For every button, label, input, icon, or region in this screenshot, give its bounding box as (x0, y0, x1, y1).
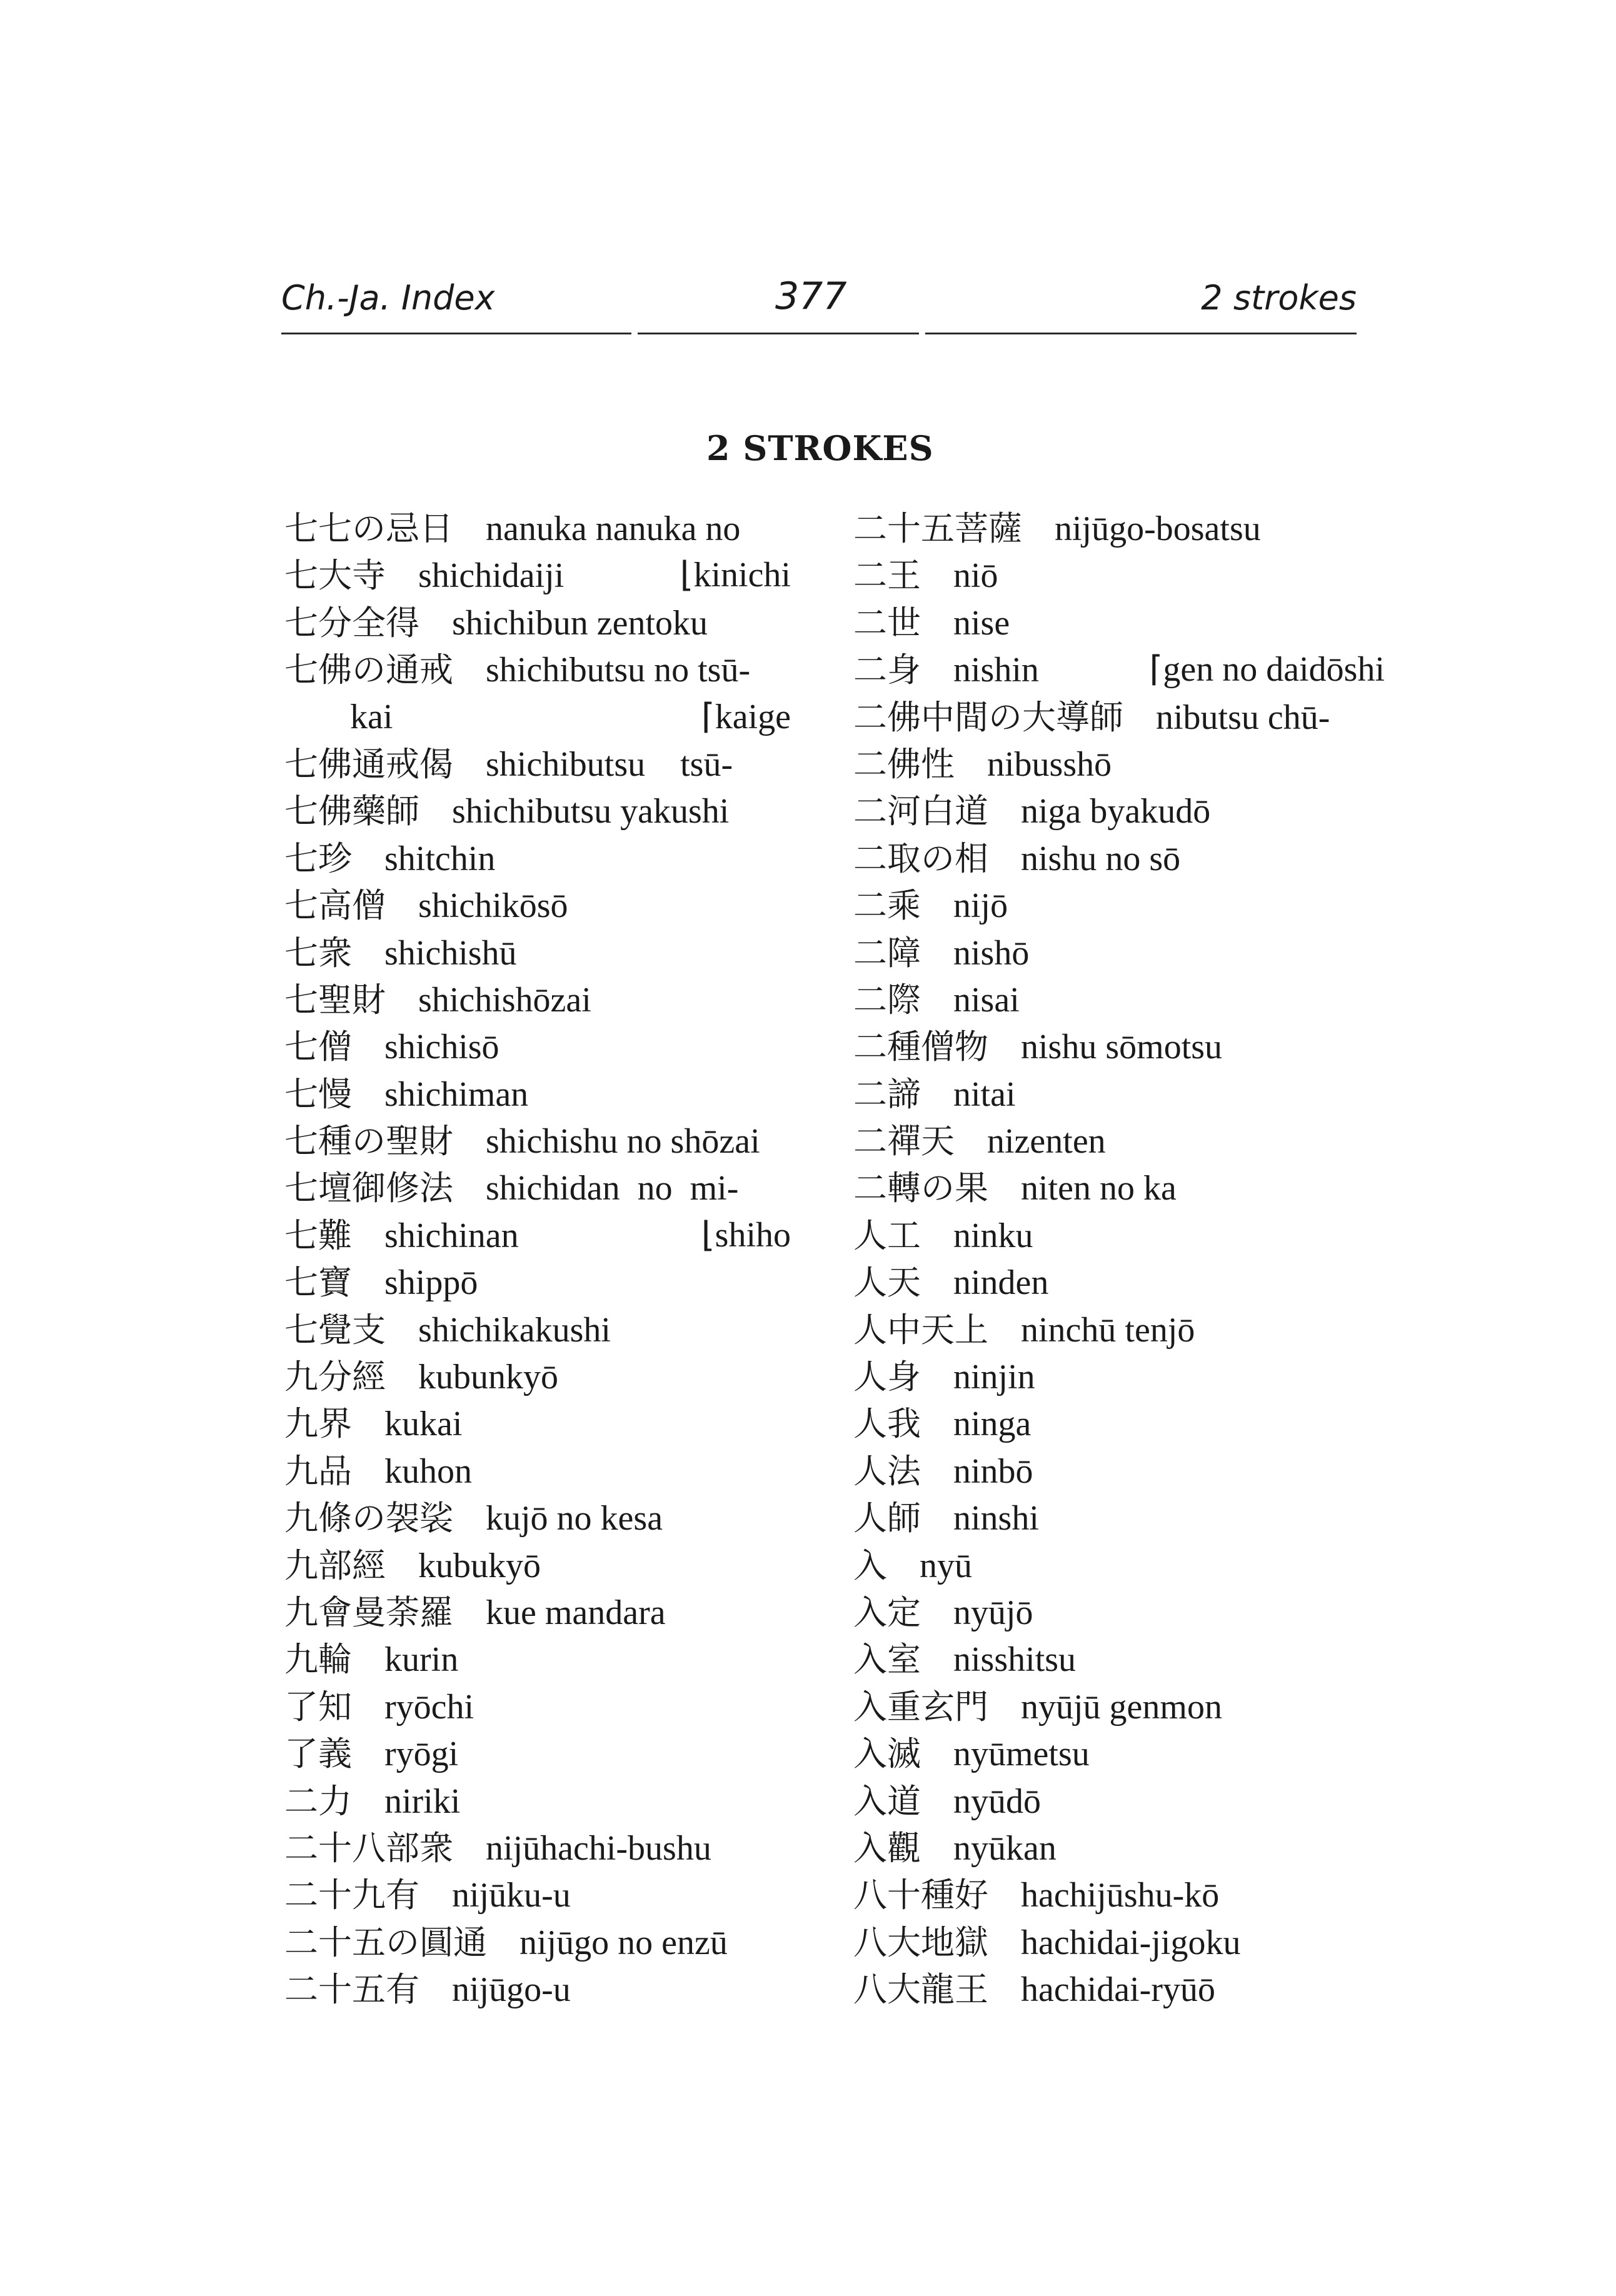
continuation-note: ⌈kaige (701, 697, 791, 736)
entry-kanji: 九輪 (284, 1640, 352, 1680)
entry-kanji: 二際 (853, 980, 921, 1020)
entry-kanji: 入滅 (853, 1734, 921, 1774)
entry-romanization: nishō (953, 933, 1030, 973)
entry-romanization: kubukyō (418, 1546, 541, 1585)
index-entry (284, 694, 797, 741)
entry-romanization: shichisō (384, 1028, 499, 1067)
index-entry (853, 1259, 1366, 1306)
continuation-note: ⌊shiho (701, 1215, 791, 1255)
entry-kanji: 二身 (853, 650, 921, 690)
entry-romanization: kujō no kesa (486, 1499, 663, 1538)
entry-romanization: shichishu no shōzai (486, 1122, 760, 1161)
entry-romanization: nishu no sō (1021, 839, 1181, 878)
index-entry (284, 882, 797, 929)
entry-kanji: 七佛通戒偈 (284, 744, 453, 784)
entry-romanization: ninga (953, 1405, 1031, 1444)
entry-romanization: nijūgo-bosatsu (1055, 509, 1261, 548)
entry-kanji: 二取の相 (853, 838, 988, 878)
section-title: 2 STROKES (706, 428, 934, 468)
entry-romanization: shichibun zentoku (452, 603, 708, 643)
entry-romanization: kubunkyō (418, 1358, 558, 1397)
index-entry (853, 1306, 1366, 1353)
index-entry (853, 1636, 1366, 1683)
index-entry (284, 1306, 797, 1353)
entry-romanization: nyūkan (953, 1828, 1056, 1868)
entry-romanization: nijūgo no enzū (519, 1923, 728, 1962)
entry-kanji: 二障 (853, 933, 921, 973)
entry-kanji: 二十八部衆 (284, 1828, 453, 1868)
entry-romanization: shichibutsu yakushi (452, 792, 730, 831)
running-head-left: Ch.-Ja. Index (281, 278, 495, 318)
entry-kanji: 入 (853, 1545, 887, 1585)
entry-romanization: nyūmetsu (953, 1735, 1090, 1774)
entry-romanization: ryōchi (384, 1687, 474, 1727)
entry-romanization: nyūdō (953, 1782, 1041, 1821)
entry-romanization: shichibutsu tsū- (486, 744, 733, 784)
entry-romanization: nisai (953, 980, 1020, 1020)
entry-romanization: kuhon (384, 1451, 472, 1491)
index-entry (284, 1589, 797, 1636)
entry-kanji: 了義 (284, 1734, 352, 1774)
entry-kanji: 人天 (853, 1263, 921, 1303)
index-entry (853, 882, 1366, 929)
continuation-note: ⌈gen no daidōshi (1149, 650, 1385, 689)
entry-kanji: 二十五菩薩 (853, 509, 1022, 548)
entry-kanji: 九分經 (284, 1357, 386, 1397)
index-entry (853, 505, 1366, 552)
index-column-right (853, 505, 1385, 2013)
entry-romanization: nibutsu chū- (1156, 698, 1330, 737)
entry-romanization: nisshitsu (953, 1640, 1076, 1680)
entry-romanization: nise (953, 603, 1010, 643)
index-entry (853, 1400, 1366, 1447)
entry-kanji: 二種僧物 (853, 1027, 988, 1067)
index-entry (853, 1212, 1366, 1259)
index-entry (284, 1966, 797, 2013)
index-entry (853, 1071, 1366, 1118)
index-entry (853, 1872, 1366, 1918)
entry-kanji: 人身 (853, 1357, 921, 1397)
entry-romanization: shichidaiji (418, 556, 565, 596)
entry-romanization: niten no ka (1021, 1169, 1177, 1208)
entry-kanji: 二禪天 (853, 1121, 955, 1161)
index-entry (853, 1919, 1366, 1966)
entry-kanji: 九界 (284, 1404, 352, 1444)
entry-romanization: kai (350, 697, 393, 736)
index-entry (853, 1825, 1366, 1872)
index-entry (284, 599, 797, 646)
page-number: 377 (775, 274, 847, 318)
entry-kanji: 七種の聖財 (284, 1121, 453, 1161)
index-entry (853, 976, 1366, 1023)
index-entry (284, 1919, 797, 1966)
entry-romanization: nishu sōmotsu (1021, 1028, 1223, 1067)
entry-kanji: 二佛性 (853, 744, 955, 784)
entry-kanji: 七珍 (284, 838, 352, 878)
entry-kanji: 七僧 (284, 1027, 352, 1067)
entry-romanization: ninchū tenjō (1021, 1310, 1195, 1350)
index-entry (853, 788, 1366, 835)
entry-kanji: 二力 (284, 1781, 352, 1821)
entry-kanji: 二乘 (853, 886, 921, 926)
entry-kanji: 七寶 (284, 1263, 352, 1303)
index-entry (284, 1353, 797, 1400)
entry-romanization: shichibutsu no tsū- (486, 651, 751, 690)
entry-kanji: 七壇御修法 (284, 1168, 453, 1208)
entry-kanji: 七佛藥師 (284, 791, 419, 831)
entry-romanization: niriki (384, 1782, 461, 1821)
entry-romanization: niō (953, 556, 998, 596)
entry-kanji: 九會曼荼羅 (284, 1592, 453, 1632)
entry-romanization: hachidai-ryūō (1021, 1970, 1215, 2010)
index-entry (853, 1966, 1366, 2013)
entry-kanji: 九部經 (284, 1545, 386, 1585)
entry-romanization: ninku (953, 1216, 1033, 1255)
entry-kanji: 入重玄門 (853, 1687, 988, 1727)
index-entry (284, 788, 797, 835)
index-entry (853, 1353, 1366, 1400)
index-entry (853, 599, 1366, 646)
index-entry (284, 1872, 797, 1918)
index-entry (853, 646, 1385, 693)
entry-romanization: nitai (953, 1075, 1016, 1114)
entry-kanji: 二十五有 (284, 1970, 419, 2010)
page-header (281, 274, 1357, 341)
entry-kanji: 七聖財 (284, 980, 386, 1020)
entry-romanization: shichikōsō (418, 886, 568, 926)
entry-kanji: 七佛の通戒 (284, 650, 453, 690)
index-entry (853, 930, 1366, 976)
entry-romanization: ryōgi (384, 1735, 459, 1774)
entry-kanji: 八大龍王 (853, 1970, 988, 2010)
index-entry (853, 1495, 1366, 1542)
entry-kanji: 九條の袈裟 (284, 1498, 453, 1538)
entry-romanization: ninden (953, 1263, 1049, 1303)
entry-romanization: ninjin (953, 1358, 1035, 1397)
entry-romanization: hachijūshu-kō (1021, 1876, 1220, 1915)
index-entry (284, 1730, 797, 1777)
index-entry (284, 1071, 797, 1118)
entry-romanization: shitchin (384, 839, 496, 878)
header-rule (925, 333, 1357, 334)
index-entry (853, 1448, 1366, 1495)
index-entry (284, 552, 797, 599)
index-entry (853, 1683, 1366, 1730)
entry-romanization: nijūku-u (452, 1876, 571, 1915)
entry-kanji: 入觀 (853, 1828, 921, 1868)
entry-kanji: 七慢 (284, 1074, 352, 1114)
entry-romanization: nizenten (987, 1122, 1106, 1161)
entry-kanji: 七分全得 (284, 603, 419, 643)
entry-kanji: 七七の忌日 (284, 509, 453, 548)
entry-kanji: 人中天上 (853, 1310, 988, 1350)
index-entry (853, 741, 1366, 788)
entry-romanization: nishin (953, 651, 1039, 690)
index-entry (284, 1495, 797, 1542)
entry-kanji: 二佛中間の大導師 (853, 697, 1123, 737)
index-entry (853, 835, 1366, 882)
index-entry (284, 1259, 797, 1306)
index-entry (284, 646, 797, 693)
index-entry (853, 1778, 1366, 1825)
entry-kanji: 七覺支 (284, 1310, 386, 1350)
index-entry (284, 1448, 797, 1495)
index-entry (853, 1023, 1366, 1070)
entry-romanization: kue mandara (486, 1593, 666, 1632)
entry-kanji: 二十五の圓通 (284, 1922, 487, 1962)
entry-kanji: 人師 (853, 1498, 921, 1538)
entry-romanization: shichiman (384, 1075, 529, 1114)
entry-romanization: nanuka nanuka no (486, 509, 741, 548)
entry-kanji: 七衆 (284, 933, 352, 973)
index-entry (284, 1023, 797, 1070)
index-entry (853, 1165, 1366, 1211)
entry-romanization: ninbō (953, 1451, 1033, 1491)
entry-kanji: 二河白道 (853, 791, 988, 831)
entry-romanization: kurin (384, 1640, 459, 1680)
entry-kanji: 入室 (853, 1640, 921, 1680)
entry-kanji: 了知 (284, 1687, 352, 1727)
entry-romanization: nyūjū genmon (1021, 1687, 1222, 1727)
entry-kanji: 人工 (853, 1215, 921, 1255)
entry-kanji: 二轉の果 (853, 1168, 988, 1208)
entry-romanization: nijūhachi-bushu (486, 1828, 711, 1868)
index-entry (853, 1118, 1366, 1165)
entry-romanization: shichishū (384, 933, 517, 973)
entry-kanji: 七高僧 (284, 886, 386, 926)
index-entry (284, 1118, 797, 1165)
index-entry (284, 1400, 797, 1447)
index-column-left (284, 505, 797, 2013)
entry-romanization: niga byakudō (1021, 792, 1211, 831)
entry-kanji: 入道 (853, 1781, 921, 1821)
entry-kanji: 二十九有 (284, 1875, 419, 1915)
entry-romanization: shichidan no mi- (486, 1169, 739, 1208)
entry-kanji: 八十種好 (853, 1875, 988, 1915)
entry-kanji: 九品 (284, 1451, 352, 1491)
index-entry (853, 1589, 1366, 1636)
index-entry (284, 976, 797, 1023)
entry-romanization: nyūjō (953, 1593, 1033, 1632)
header-rule (281, 333, 631, 334)
entry-romanization: hachidai-jigoku (1021, 1923, 1241, 1962)
entry-kanji: 八大地獄 (853, 1922, 988, 1962)
header-rule (638, 333, 919, 334)
index-entry (284, 1636, 797, 1683)
entry-romanization: kukai (384, 1405, 463, 1444)
entry-kanji: 二世 (853, 603, 921, 643)
index-entry (284, 1165, 797, 1211)
entry-kanji: 人我 (853, 1404, 921, 1444)
index-entry (284, 1683, 797, 1730)
index-entry (853, 1542, 1366, 1589)
entry-romanization: shichishōzai (418, 980, 591, 1020)
index-entry (853, 694, 1366, 741)
continuation-note: ⌊kinichi (680, 556, 791, 595)
entry-romanization: shichikakushi (418, 1310, 611, 1350)
index-entry (284, 930, 797, 976)
index-entry (284, 1212, 797, 1259)
entry-kanji: 人法 (853, 1451, 921, 1491)
entry-romanization: nibusshō (987, 744, 1112, 784)
entry-kanji: 二王 (853, 556, 921, 596)
index-entry (284, 835, 797, 882)
index-entry (284, 1825, 797, 1872)
index-entry (284, 1778, 797, 1825)
index-entry (853, 1730, 1366, 1777)
entry-kanji: 入定 (853, 1592, 921, 1632)
entry-romanization: shippō (384, 1263, 478, 1303)
entry-romanization: nijūgo-u (452, 1970, 571, 2010)
entry-kanji: 七大寺 (284, 556, 386, 596)
running-head-right: 2 strokes (1201, 278, 1357, 318)
index-entry (284, 741, 797, 788)
entry-romanization: ninshi (953, 1499, 1039, 1538)
index-entry (284, 505, 797, 552)
index-entry (284, 1542, 797, 1589)
entry-romanization: nijō (953, 886, 1008, 926)
index-entry (853, 552, 1366, 599)
entry-romanization: shichinan (384, 1216, 519, 1255)
entry-romanization: nyū (920, 1546, 972, 1585)
entry-kanji: 二諦 (853, 1074, 921, 1114)
entry-kanji: 七難 (284, 1215, 352, 1255)
